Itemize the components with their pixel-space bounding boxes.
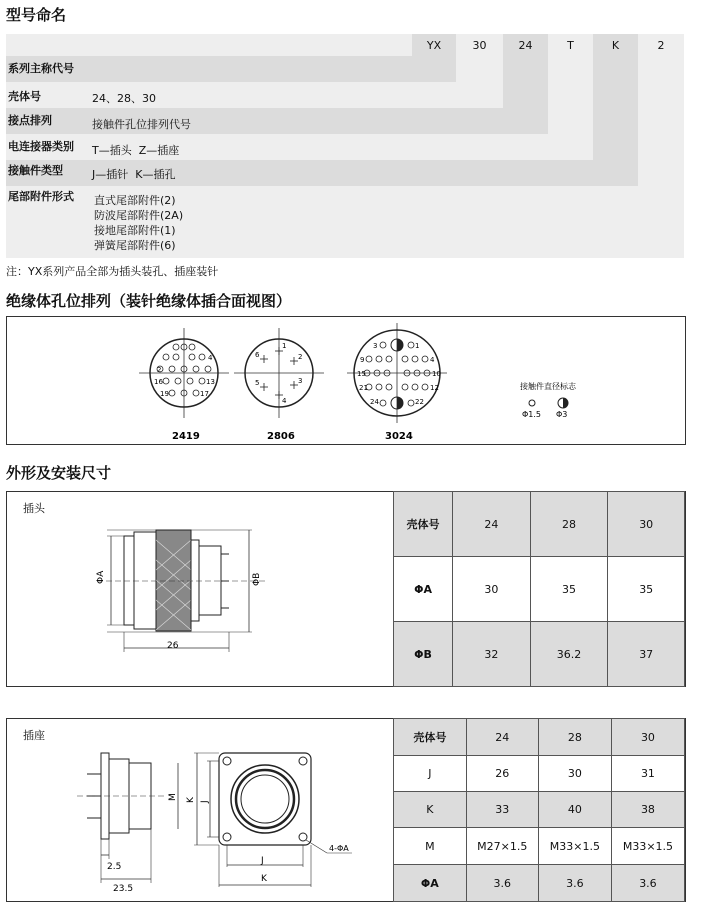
- table-header: 28: [530, 492, 608, 557]
- pin-label: 21: [359, 384, 368, 392]
- code-shell: 30: [472, 38, 487, 52]
- pin-label: 2: [157, 366, 162, 374]
- dim-j-side-label: J: [200, 800, 210, 803]
- table-row: [394, 792, 685, 828]
- row-label-tail: 尾部附件形式: [8, 190, 74, 203]
- table-header: 24: [453, 492, 531, 557]
- code-type: T: [567, 38, 574, 52]
- pin-label: 9: [360, 356, 365, 364]
- tail-option: 接地尾部附件(1): [94, 224, 176, 237]
- row-value-contact: J—插针 K—插孔: [92, 168, 176, 181]
- tail-option: 弹簧尾部附件(6): [94, 239, 176, 252]
- holes-label: 4-ΦA: [329, 844, 349, 853]
- legend-small-label: Φ1.5: [522, 410, 542, 419]
- pin-label: 22: [415, 398, 424, 406]
- code-layout: 24: [518, 38, 533, 52]
- layout-label-2806: 2806: [267, 431, 295, 442]
- row-label-series: 系列主称代号: [8, 62, 74, 75]
- code-series: YX: [426, 38, 442, 52]
- dim-j-label: J: [261, 856, 264, 866]
- dims-title: 外形及安装尺寸: [6, 464, 112, 482]
- legend-large-icon: [563, 398, 568, 408]
- pin-label: 24: [370, 398, 379, 406]
- table-cell: 3.6: [466, 865, 538, 902]
- row-label-contact: 接触件类型: [8, 164, 63, 177]
- plug-table: [393, 491, 685, 687]
- insert-drawing: [7, 317, 685, 444]
- table-cell: 30: [453, 557, 531, 622]
- table-header: 壳体号: [394, 492, 453, 557]
- layout-3024: [347, 323, 447, 423]
- plug-label: 插头: [23, 502, 45, 515]
- table-cell: 30: [538, 756, 611, 792]
- pin-label: 1: [415, 342, 420, 350]
- layout-2806: [234, 328, 324, 418]
- naming-title: 型号命名: [6, 6, 67, 24]
- table-cell: ΦA: [394, 865, 467, 902]
- table-cell: 38: [611, 792, 684, 828]
- table-row: [394, 719, 685, 756]
- pin-label: 4: [282, 397, 287, 405]
- table-cell: 35: [530, 557, 608, 622]
- legend-large-label: Φ3: [556, 410, 568, 419]
- dim-b-label: ΦB: [252, 572, 262, 586]
- table-cell: 40: [538, 792, 611, 828]
- layout-label-2419: 2419: [172, 431, 200, 442]
- pin-label: 16: [154, 378, 163, 386]
- table-cell: M33×1.5: [611, 828, 684, 865]
- table-cell: 33: [466, 792, 538, 828]
- pin-label: 3: [373, 342, 378, 350]
- table-cell: M33×1.5: [538, 828, 611, 865]
- socket-table: [393, 718, 685, 902]
- row-label-shell: 壳体号: [8, 90, 41, 103]
- tail-option: 直式尾部附件(2): [94, 194, 176, 207]
- insert-title: 绝缘体孔位排列（装针绝缘体插合面视图）: [6, 292, 292, 310]
- row-value-layout: 接触件孔位排列代号: [92, 118, 191, 131]
- socket-label: 插座: [23, 729, 45, 742]
- code-contact: K: [611, 38, 620, 52]
- pin-label: 12: [430, 384, 439, 392]
- row-value-category: T—插头 Z—插座: [92, 144, 180, 157]
- pin-label: 5: [255, 379, 260, 387]
- table-cell: 31: [611, 756, 684, 792]
- row-label-layout: 接点排列: [8, 114, 52, 127]
- pin-label: 1: [282, 342, 287, 350]
- table-header: 30: [608, 492, 685, 557]
- legend-title: 接触件直径标志: [520, 382, 576, 391]
- table-header: 24: [466, 719, 538, 756]
- table-header: 壳体号: [394, 719, 467, 756]
- table-cell: 3.6: [611, 865, 684, 902]
- legend-small-icon: [529, 400, 535, 406]
- dim-m-label: M: [168, 793, 178, 801]
- pin-label: 17: [200, 390, 209, 398]
- table-cell: K: [394, 792, 467, 828]
- row-value-shell: 24、28、30: [92, 92, 156, 105]
- table-cell: M: [394, 828, 467, 865]
- pin-label: 4: [430, 356, 435, 364]
- table-cell: 36.2: [530, 622, 608, 687]
- dim-235-label: 23.5: [113, 884, 134, 894]
- naming-note: 注：YX系列产品全部为插头装孔、插座装针: [6, 265, 219, 278]
- row-label-category: 电连接器类别: [8, 140, 74, 153]
- dim-k-side-label: K: [186, 797, 196, 803]
- dim-25-label: 2.5: [107, 862, 122, 872]
- layout-label-3024: 3024: [385, 431, 413, 442]
- table-cell: 32: [453, 622, 531, 687]
- pin-label: 15: [357, 370, 366, 378]
- pin-label: 6: [255, 351, 260, 359]
- table-row: [394, 756, 685, 792]
- pin-label: 19: [160, 390, 169, 398]
- pin-label: 13: [206, 378, 215, 386]
- pin-label: 2: [298, 353, 303, 361]
- tail-options: [94, 193, 183, 253]
- table-cell: ΦB: [394, 622, 453, 687]
- pin-label: 4: [208, 354, 213, 362]
- code-tail: 2: [657, 38, 665, 52]
- pin-label: 10: [432, 370, 441, 378]
- table-cell: J: [394, 756, 467, 792]
- table-row: [394, 557, 685, 622]
- table-header: 28: [538, 719, 611, 756]
- socket-drawing: [7, 719, 397, 901]
- table-header: 30: [611, 719, 684, 756]
- table-row: [394, 865, 685, 902]
- plug-drawing: [7, 492, 397, 686]
- table-cell: 37: [608, 622, 685, 687]
- dim-26-label: 26: [167, 641, 179, 651]
- dim-a-label: ΦA: [96, 570, 106, 584]
- table-row: [394, 622, 685, 687]
- layout-2419: [139, 328, 229, 418]
- table-cell: M27×1.5: [466, 828, 538, 865]
- tail-option: 防波尾部附件(2A): [94, 209, 184, 222]
- table-row: [394, 828, 685, 865]
- table-cell: 3.6: [538, 865, 611, 902]
- insert-panel: [6, 316, 686, 445]
- table-cell: ΦA: [394, 557, 453, 622]
- pin-label: 3: [298, 377, 303, 385]
- table-cell: 35: [608, 557, 685, 622]
- table-cell: 26: [466, 756, 538, 792]
- dim-k-label: K: [261, 874, 267, 884]
